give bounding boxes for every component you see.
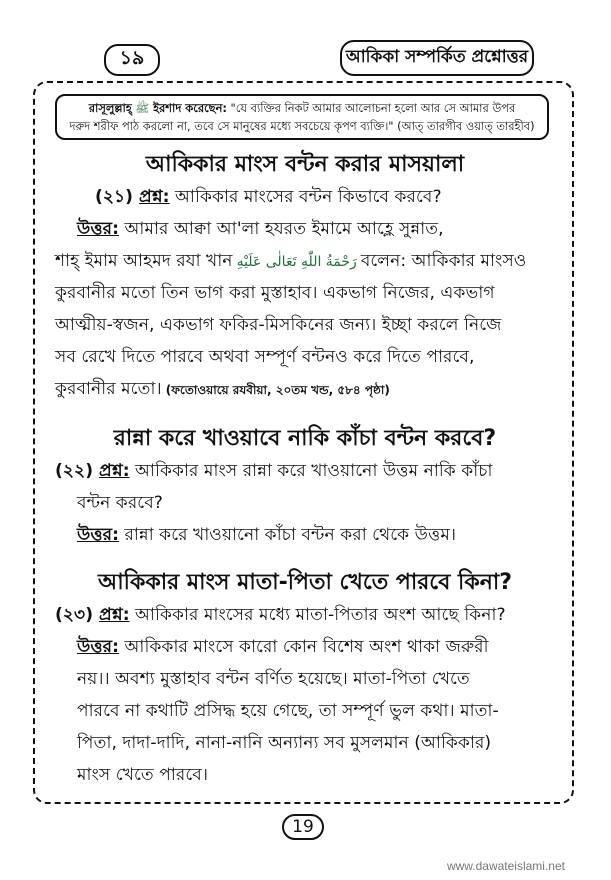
answer-23-line-4: পিতা, দাদা-দাদি, নানা-নানি অন্যান্য সব মুসলমান (আকিকার): [77, 733, 492, 753]
question-label: প্রশ্ন:: [99, 605, 130, 625]
question-23: [55, 600, 555, 630]
arabic-honorific: رَحْمَةُ اللّٰهِ تَعَالٰی عَلَيْهِ: [236, 254, 357, 270]
question-number: (২২): [55, 461, 100, 481]
answer-22: [55, 520, 577, 550]
hadith-line-1: [65, 99, 539, 117]
question-number: (২১): [95, 187, 140, 207]
answer-label: উত্তর:: [77, 219, 120, 239]
answer-23-line-2: নয়।। অবশ্য মুস্তাহাব বন্টন বর্ণিত হয়েছে। মাতা-পিতা খেতে: [77, 669, 470, 689]
hadith-box: [55, 94, 549, 140]
question-text: আকিকার মাংসের মধ্যে মাতা-পিতার অংশ আছে কিনা?: [129, 605, 506, 625]
hadith-text-1: "যে ব্যক্তির নিকট আমার আলোচনা হলো আর সে আমার উপর: [226, 101, 516, 115]
question-21: [55, 182, 595, 212]
answer-21-line-5: সব রেখে দিতে পারবে অথবা সম্পূর্ণ বন্টনও করে দিতে পারবে,: [55, 347, 475, 367]
book-title-badge: আকিকা সম্পর্কিত প্রশ্নোত্তর: [340, 40, 534, 76]
section-heading-2: রান্না করে খাওয়াবে নাকি কাঁচা বন্টন করবে?: [113, 426, 497, 451]
question-text: আকিকার মাংসের বন্টন কিভাবে করবে?: [169, 187, 442, 207]
answer-21-line-1: [55, 214, 577, 244]
answer-21-line-2: [55, 246, 555, 277]
answer-23-line-5: মাংস খেতে পারবে।: [77, 765, 208, 785]
citation: (ফতোওয়ায়ে রযবীয়া, ২০তম খন্ড, ৫৮৪ পৃষ্ঠা): [161, 383, 390, 397]
website-watermark: www.dawateislami.net: [446, 859, 565, 873]
answer-23-line-1: [55, 632, 577, 662]
footer-page-number: 19: [282, 814, 324, 840]
answer-text: রান্না করে খাওয়ানো কাঁচা বন্টন করা থেকে উত্তম।: [119, 525, 457, 545]
answer-21-line-4: আত্মীয়-স্বজন, একভাগ ফকির-মিসকিনের জন্য। ইচ্ছা করলে নিজে: [55, 315, 502, 335]
hadith-lead: রাসূলুল্লাহ্: [88, 101, 132, 115]
answer-text: কুরবানীর মতো।: [55, 379, 162, 399]
question-label: প্রশ্ন:: [99, 461, 130, 481]
answer-label: উত্তর:: [77, 637, 120, 657]
question-text: আকিকার মাংস রান্না করে খাওয়ানো উত্তম নাকি কাঁচা: [129, 461, 493, 481]
answer-text: শাহ্ ইমাম আহমদ রযা খান: [55, 251, 233, 271]
answer-text: বলেন: আকিকার মাংসও: [360, 251, 527, 271]
honorific-glyph: ﷺ: [135, 101, 150, 115]
answer-label: উত্তর:: [77, 525, 120, 545]
section-heading-1: আকিকার মাংস বন্টন করার মাসয়ালা: [145, 152, 465, 177]
answer-21-line-3: কুরবানীর মতো তিন ভাগ করা মুস্তাহাব। একভাগ নিজের, একভাগ: [55, 283, 495, 303]
answer-text: আকিকার মাংসে কারো কোন বিশেষ অংশ থাকা জরুরী: [119, 637, 489, 657]
page-number-badge: ১৯: [104, 44, 160, 76]
answer-23-line-3: পারবে না কথাটি প্রসিদ্ধ হয়ে গেছে, তা সম্পূর্ণ ভুল কথা। মাতা-: [77, 701, 499, 721]
question-number: (২৩): [55, 605, 100, 625]
question-label: প্রশ্ন:: [139, 187, 170, 207]
hadith-text-2: দরুদ শরীফ পাঠ করলো না, তবে সে মানুষের মধ্যে সবচেয়ে কৃপণ ব্যক্তি।" (আত্ তারগীব ওয়াত্ তারহীব): [69, 119, 535, 133]
question-22-line-2: বন্টন করবে?: [77, 493, 163, 513]
question-22: [55, 456, 555, 486]
hadith-verb: ইরশাদ করেছেন:: [149, 101, 227, 115]
answer-text: আমার আক্বা আ'লা হযরত ইমামে আহ্লে সুন্নাত,: [119, 219, 444, 239]
section-heading-3: আকিকার মাংস মাতা-পিতা খেতে পারবে কিনা?: [97, 570, 513, 595]
answer-21-line-6: [55, 374, 555, 405]
